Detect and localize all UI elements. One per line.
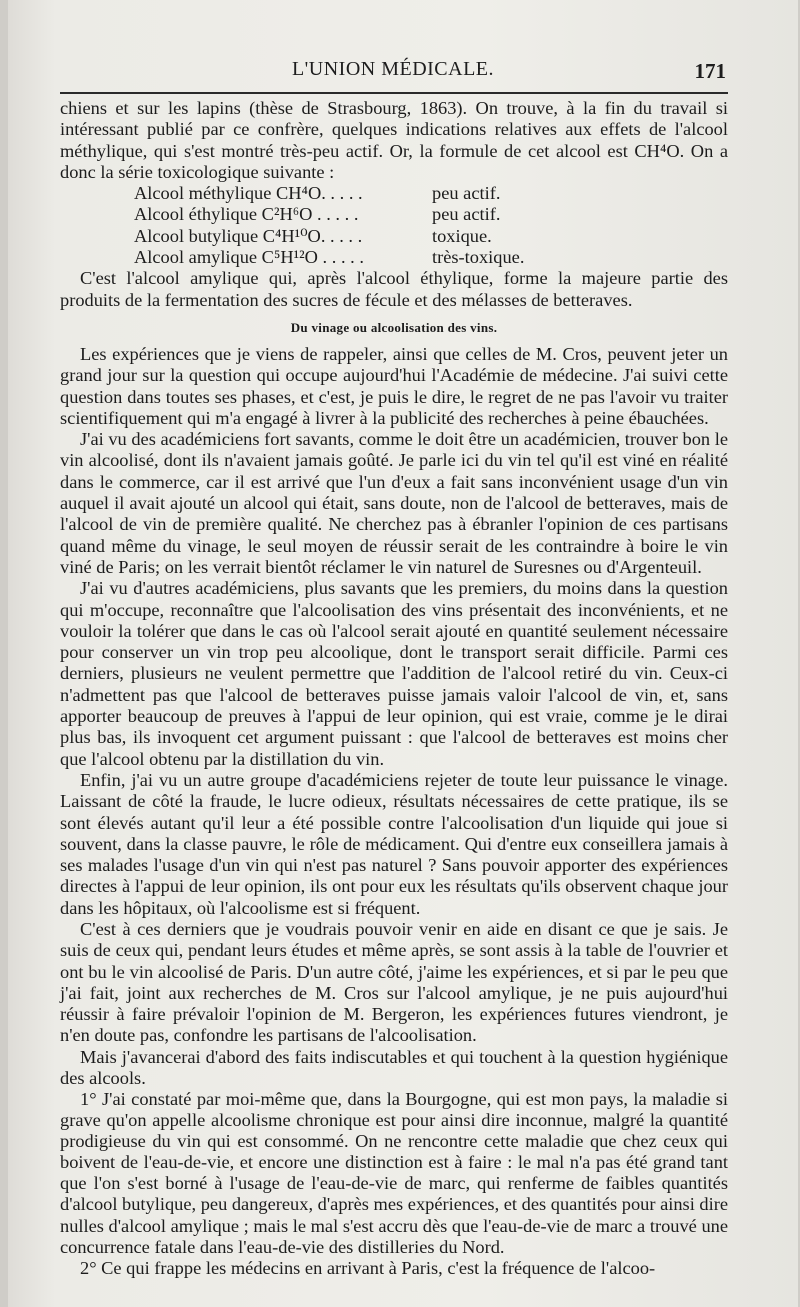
substance-name: Alcool méthylique CH⁴O. . . . . — [134, 183, 363, 204]
substance-name: Alcool éthylique C²H⁶O . . . . . — [134, 204, 359, 225]
toxicology-row — [134, 226, 728, 247]
paragraph: Mais j'avancerai d'abord des faits indiscutables et qui touchent à la question hygiénique des alcools. — [60, 1046, 728, 1088]
paragraph: J'ai vu des académiciens fort savants, comme le doit être un académicien, trouver bon le vin alcoolisé, dont ils n'avaient jamais goûté. Je parle ici du vin tel qu'il est viné en réalité dans le commerce, car il est arrivé que l'un d'eux a fait sans inconvénient usage d'un vin auquel il avait ajouté un alcool qui était, sans doute, non de l'alcool de betteraves, mais de l'alcool de vin de première qualité. Ne cherchez pas à ébranler l'opinion de ces partisans quand même du vinage, le seul moyen de réussir serait de les contraindre à boire le vin viné de Paris; on les verrait bientôt réclamer le vin naturel de Suresnes ou d'Argenteuil. — [60, 429, 728, 577]
page — [8, 0, 798, 1307]
paragraph: 2° Ce qui frappe les médecins en arrivant à Paris, c'est la fréquence de l'alcoo- — [80, 1257, 656, 1278]
article-body — [60, 98, 728, 1279]
substance-toxicity: toxique. — [432, 225, 492, 246]
paragraph: J'ai vu d'autres académiciens, plus savants que les premiers, du moins dans la question qui m'occupe, reconnaître que l'alcoolisation des vins présentait des inconvénients, et ne vouloir la tolérer que dans le cas où l'alcool serait ajouté en quantité seulement nécessaire pour conserver un vin trop peu alcoolique, dont le transport serait difficile. Parmi ces derniers, plusieurs ne veulent permettre que l'addition de l'alcool retiré du vin. Ceux-ci n'admettent pas que l'alcool de betteraves puisse jamais valoir l'alcool de vin, et, sans apporter beaucoup de preuves à l'appui de leur opinion, qui est vraie, comme je le dirai plus bas, ils invoquent cet argument puissant : que l'alcool de betteraves est moins cher que l'alcool obtenu par la distillation du vin. — [60, 578, 728, 769]
paragraph: Enfin, j'ai vu un autre groupe d'académiciens rejeter de toute leur puissance le vinage. Laissant de côté la fraude, le lucre odieux, résultats nécessaires de cette pratique, ils se sont élevés autant qu'il leur a été possible contre l'alcoolisation d'un liquide qui joue si souvent, dans la classe pauvre, le rôle de médicament. Qui d'entre eux conseillera jamais à ses malades l'usage d'un vin qui n'est pas naturel ? Sans pouvoir apporter des expériences directes à l'appui de leur opinion, ils ont pour eux les résultats qu'ils observent chaque jour dans les hôpitaux, où l'alcoolisme est si fréquent. — [60, 769, 728, 918]
closing-paragraphs — [60, 1047, 728, 1279]
toxicology-list — [134, 183, 728, 268]
substance-toxicity: très-toxique. — [432, 247, 525, 268]
substance-name: Alcool amylique C⁵H¹²O . . . . . — [134, 247, 364, 268]
paragraph: Les expériences que je viens de rappeler, ainsi que celles de M. Cros, peuvent jeter un grand jour sur la question qui occupe aujourd'hui l'Académie de médecine. J'ai suivi cette question dans toutes ses phases, et c'est, je puis le dire, le regret de ne pas l'avoir vu traiter scientifiquement qui m'a engagé à livrer à la publicité des recherches à peine ébauchées. — [60, 343, 728, 428]
header-rule — [60, 92, 728, 94]
page-number: 171 — [694, 59, 726, 83]
toxicology-row — [134, 183, 728, 204]
paragraph: chiens et sur les lapins (thèse de Strasbourg, 1863). On trouve, à la fin du travail si intéressant publié par ce confrère, quelques indications relatives aux effets de l'alcool méthylique, qui s'est montré très-peu actif. Or, la formule de cet alcool est CH⁴O. On a donc la série toxicologique suivante : — [60, 98, 728, 182]
paragraph: C'est l'alcool amylique qui, après l'alcool éthylique, forme la majeure partie des produits de la fermentation des sucres de fécule et des mélasses de betteraves. — [60, 268, 728, 310]
toxicology-row — [134, 204, 728, 225]
section-title: Du vinage ou alcoolisation des vins. — [290, 319, 498, 335]
substance-toxicity: peu actif. — [432, 183, 501, 204]
toxicology-row — [134, 247, 728, 268]
page-header — [58, 58, 728, 88]
substance-name: Alcool butylique C⁴H¹⁰O. . . . . — [134, 225, 363, 246]
paragraph: 1° J'ai constaté par moi-même que, dans la Bourgogne, qui est mon pays, la maladie si grave qu'on appelle alcoolisme chronique est pour ainsi dire inconnue, malgré la quantité prodigieuse du vin qui est consommé. On ne rencontre cette maladie que chez ceux qui boivent de l'eau-de-vie, et encore une distinction est à faire : le mal n'a pas été grand tant que l'on s'est borné à l'usage de l'eau-de-vie de marc, qui renferme de faibles quantités d'alcool butylique, peu dangereux, d'après mes expériences, et des quantités pour ainsi dire nulles d'alcool amylique ; mais le mal s'est accru dès que l'eau-de-vie de marc a trouvé une concurrence fatale dans l'eau-de-vie des distilleries du Nord. — [60, 1088, 728, 1257]
running-title: L'UNION MÉDICALE. — [291, 58, 495, 80]
substance-toxicity: peu actif. — [432, 204, 501, 225]
paragraph: C'est à ces derniers que je voudrais pouvoir venir en aide en disant ce que je sais. Je suis de ceux qui, pendant leurs études et même après, se sont assis à la table de l'ouvrier et ont bu le vin alcoolisé de Paris. D'un autre côté, j'aime les expériences, et si par le peu que j'ai fait, joint aux recherches de M. Cros sur l'alcool amylique, je ne puis aujourd'hui réussir à faire prévaloir l'opinion de M. Bergeron, les expériences futures viendront, je n'en doute pas, confondre les partisans de l'alcoolisation. — [60, 918, 728, 1046]
